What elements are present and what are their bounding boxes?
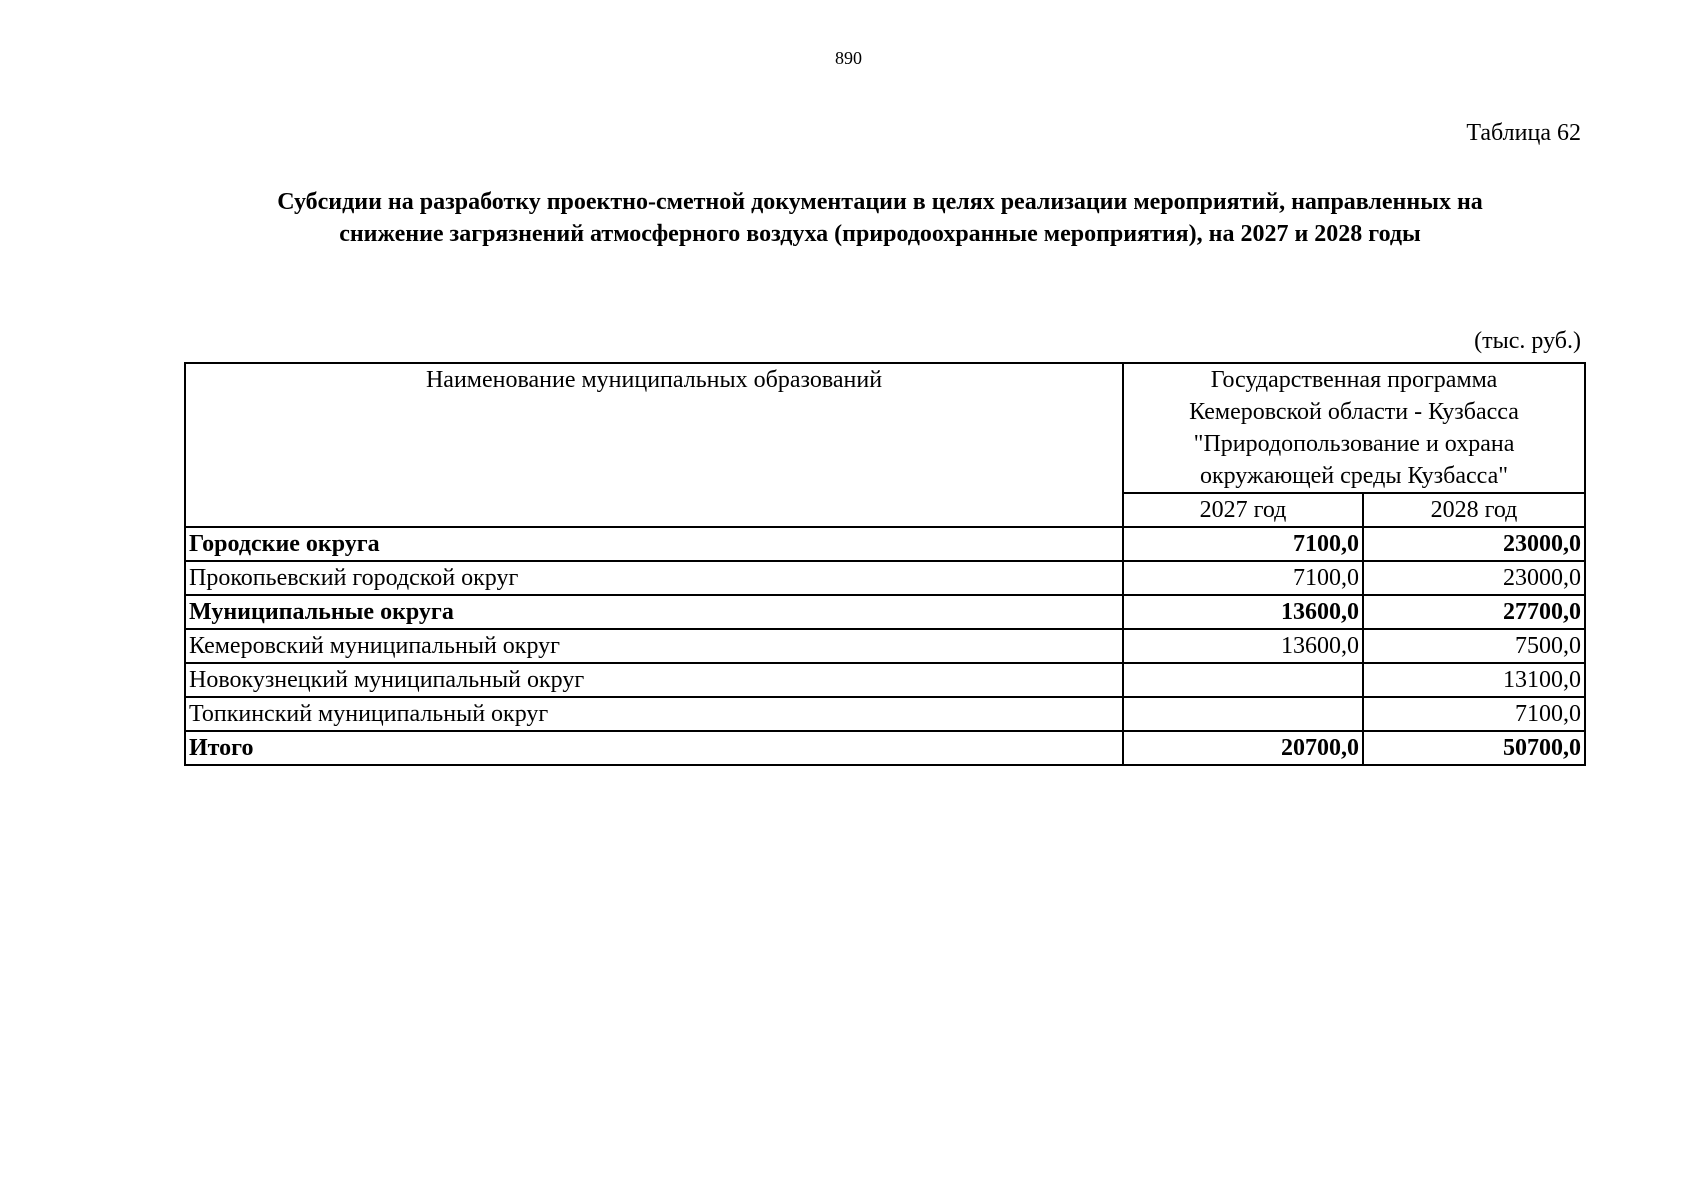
header-state-program — [1123, 363, 1585, 493]
header-program-line-2: Кемеровской области - Кузбасса — [1189, 399, 1519, 425]
table-label: Таблица 62 — [1466, 120, 1581, 146]
row-value-2027 — [1123, 663, 1363, 697]
row-value-2028: 23000,0 — [1363, 561, 1585, 595]
table-row-kemerovsky — [185, 629, 1585, 663]
row-value-2028: 13100,0 — [1363, 663, 1585, 697]
row-name: Муниципальные округа — [185, 595, 1123, 629]
document-title-line-1: Субсидии на разработку проектно-сметной документации в целях реализации мероприятий, направленных на — [277, 189, 1483, 215]
row-name: Новокузнецкий муниципальный округ — [185, 663, 1123, 697]
table-row-prokopyevsky — [185, 561, 1585, 595]
row-value-2028: 7100,0 — [1363, 697, 1585, 731]
row-value-2027: 13600,0 — [1123, 629, 1363, 663]
table-row-topkinsky — [185, 697, 1585, 731]
header-program-line-1: Государственная программа — [1210, 367, 1498, 393]
header-program-line-4: окружающей среды Кузбасса" — [1199, 463, 1509, 489]
page-number: 890 — [835, 48, 862, 68]
row-name: Топкинский муниципальный округ — [185, 697, 1123, 731]
header-year-2027: 2027 год — [1123, 493, 1363, 527]
row-name: Городские округа — [185, 527, 1123, 561]
document-title-line-2: снижение загрязнений атмосферного воздуха (природоохранные мероприятия), на 2027 и 2028 годы — [339, 221, 1421, 247]
row-name: Прокопьевский городской округ — [185, 561, 1123, 595]
subsidy-table — [184, 362, 1586, 766]
header-year-2028: 2028 год — [1363, 493, 1585, 527]
row-value-2027 — [1123, 697, 1363, 731]
row-value-2028: 23000,0 — [1363, 527, 1585, 561]
row-value-2027: 7100,0 — [1123, 561, 1363, 595]
table-row-municipal-districts — [185, 595, 1585, 629]
table-header-row — [185, 363, 1585, 493]
row-name: Кемеровский муниципальный округ — [185, 629, 1123, 663]
table-row-urban-districts — [185, 527, 1585, 561]
table-row-novokuznetsky — [185, 663, 1585, 697]
header-program-line-3: "Природопользование и охрана — [1193, 431, 1515, 457]
table-row-total — [185, 731, 1585, 765]
units-label: (тыс. руб.) — [1474, 328, 1581, 354]
row-value-2027: 20700,0 — [1123, 731, 1363, 765]
row-value-2027: 13600,0 — [1123, 595, 1363, 629]
row-name: Итого — [185, 731, 1123, 765]
row-value-2028: 27700,0 — [1363, 595, 1585, 629]
row-value-2028: 50700,0 — [1363, 731, 1585, 765]
row-value-2027: 7100,0 — [1123, 527, 1363, 561]
row-value-2028: 7500,0 — [1363, 629, 1585, 663]
header-municipality-name: Наименование муниципальных образований — [185, 363, 1123, 527]
document-title — [180, 186, 1580, 250]
